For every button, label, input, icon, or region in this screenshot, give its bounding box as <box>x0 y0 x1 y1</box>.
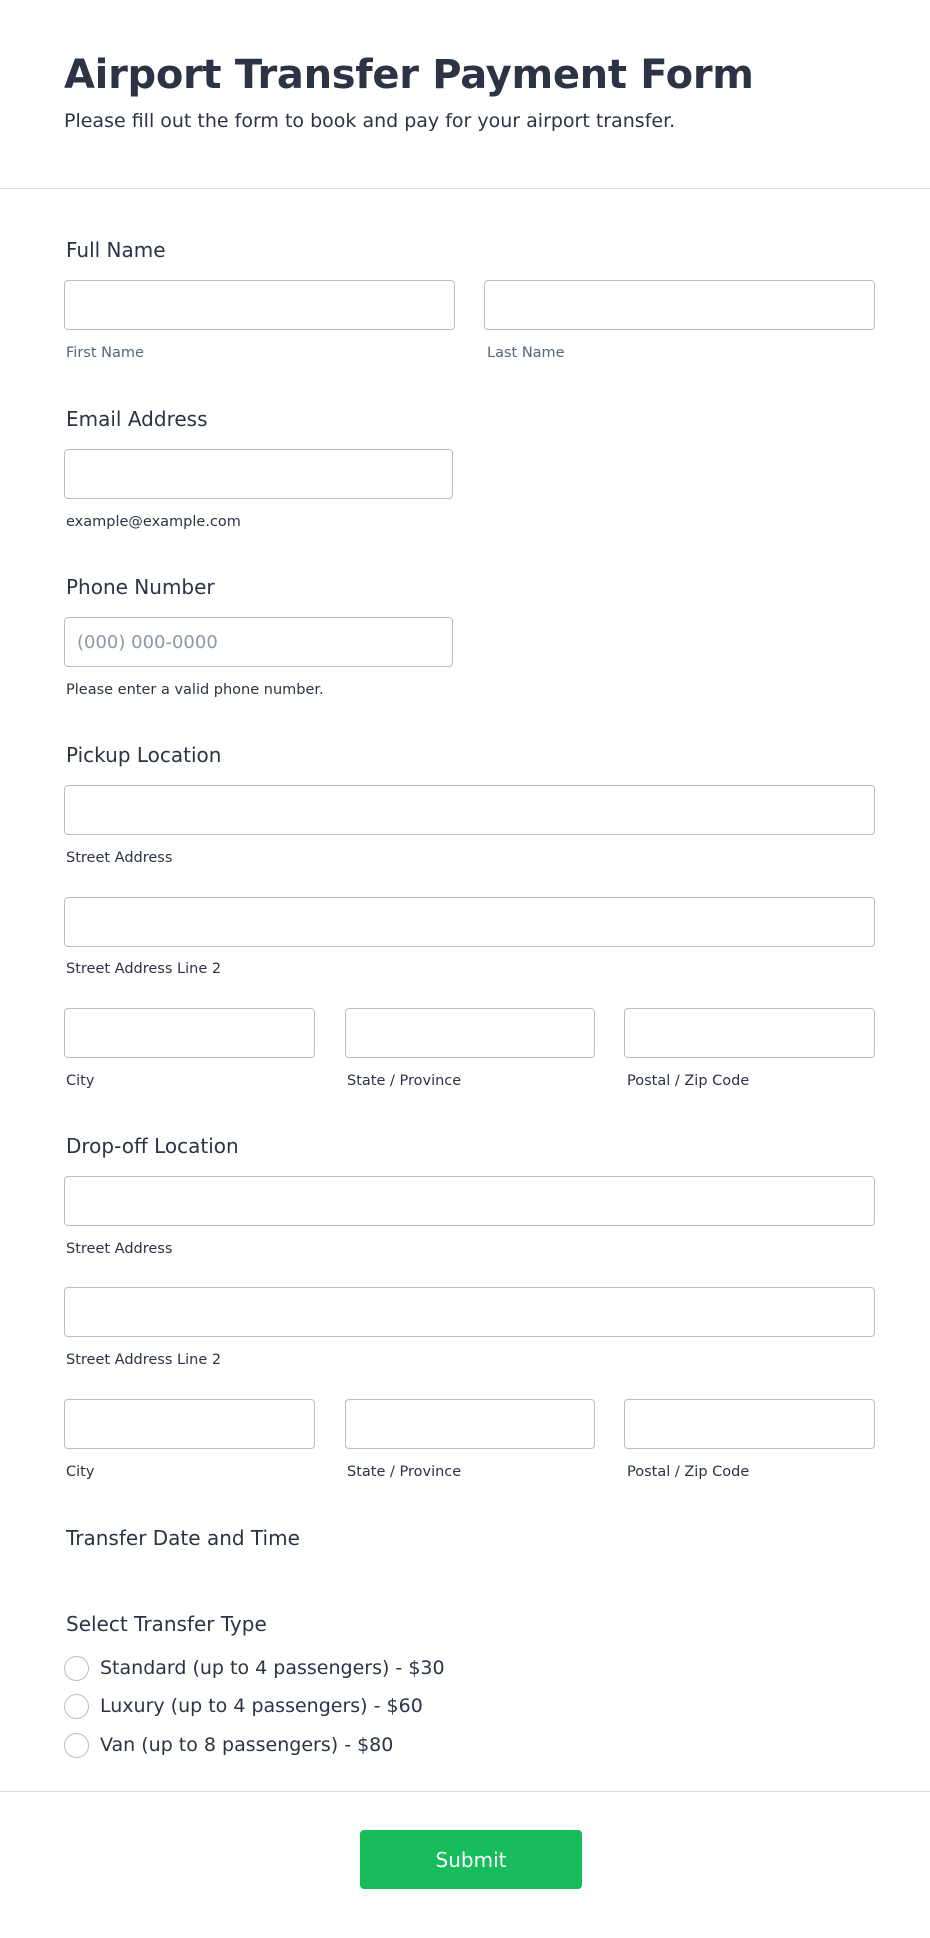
phone-field[interactable] <box>64 617 453 667</box>
form-header <box>0 0 930 189</box>
pickup-zip-input[interactable] <box>625 1009 874 1057</box>
phone-input[interactable] <box>65 618 452 666</box>
dropoff-street2-input[interactable] <box>65 1288 874 1336</box>
phone-sublabel: Please enter a valid phone number. <box>66 682 324 698</box>
dropoff-street2-sublabel: Street Address Line 2 <box>66 1352 222 1368</box>
email-field[interactable] <box>64 449 453 499</box>
radio-option-label: Luxury (up to 4 passengers) - $60 <box>100 1695 423 1717</box>
pickup-city-sublabel: City <box>66 1073 95 1089</box>
last-name-field[interactable] <box>484 280 875 330</box>
email-input[interactable] <box>65 450 452 498</box>
submit-button[interactable]: Submit <box>360 1830 582 1889</box>
pickup-street2-sublabel: Street Address Line 2 <box>66 961 222 977</box>
radio-button[interactable] <box>64 1733 89 1758</box>
pickup-state-field[interactable] <box>345 1008 595 1058</box>
pickup-street2-field[interactable] <box>64 897 875 947</box>
email-label: Email Address <box>66 407 208 431</box>
radio-option-label: Standard (up to 4 passengers) - $30 <box>100 1657 445 1679</box>
form-subtitle: Please fill out the form to book and pay for your airport transfer. <box>64 110 676 132</box>
dropoff-city-input[interactable] <box>65 1400 314 1448</box>
pickup-city-field[interactable] <box>64 1008 315 1058</box>
pickup-state-input[interactable] <box>346 1009 594 1057</box>
full-name-label: Full Name <box>66 238 166 262</box>
dropoff-city-field[interactable] <box>64 1399 315 1449</box>
transfer-type-label: Select Transfer Type <box>66 1612 267 1636</box>
pickup-street-field[interactable] <box>64 785 875 835</box>
pickup-zip-sublabel: Postal / Zip Code <box>627 1073 750 1089</box>
last-name-input[interactable] <box>485 281 874 329</box>
transfer-datetime-label: Transfer Date and Time <box>66 1526 300 1550</box>
phone-label: Phone Number <box>66 575 215 599</box>
radio-option-label: Van (up to 8 passengers) - $80 <box>100 1734 394 1756</box>
dropoff-street-sublabel: Street Address <box>66 1241 173 1257</box>
pickup-state-sublabel: State / Province <box>347 1073 462 1089</box>
radio-button[interactable] <box>64 1694 89 1719</box>
last-name-sublabel: Last Name <box>487 345 565 361</box>
radio-button[interactable] <box>64 1656 89 1681</box>
dropoff-zip-sublabel: Postal / Zip Code <box>627 1464 750 1480</box>
footer-divider <box>0 1791 930 1792</box>
pickup-street2-input[interactable] <box>65 898 874 946</box>
pickup-street-input[interactable] <box>65 786 874 834</box>
dropoff-state-field[interactable] <box>345 1399 595 1449</box>
dropoff-street-field[interactable] <box>64 1176 875 1226</box>
form-title: Airport Transfer Payment Form <box>64 52 754 98</box>
dropoff-street-input[interactable] <box>65 1177 874 1225</box>
pickup-street-sublabel: Street Address <box>66 850 173 866</box>
dropoff-location-label: Drop-off Location <box>66 1134 239 1158</box>
email-sublabel: example@example.com <box>66 514 241 530</box>
dropoff-state-input[interactable] <box>346 1400 594 1448</box>
radio-option-standard[interactable] <box>64 1653 445 1683</box>
dropoff-street2-field[interactable] <box>64 1287 875 1337</box>
first-name-field[interactable] <box>64 280 455 330</box>
dropoff-zip-field[interactable] <box>624 1399 875 1449</box>
first-name-sublabel: First Name <box>66 345 144 361</box>
dropoff-city-sublabel: City <box>66 1464 95 1480</box>
dropoff-state-sublabel: State / Province <box>347 1464 462 1480</box>
dropoff-zip-input[interactable] <box>625 1400 874 1448</box>
pickup-zip-field[interactable] <box>624 1008 875 1058</box>
first-name-input[interactable] <box>65 281 454 329</box>
radio-option-luxury[interactable] <box>64 1691 423 1721</box>
pickup-location-label: Pickup Location <box>66 743 222 767</box>
radio-option-van[interactable] <box>64 1730 393 1760</box>
pickup-city-input[interactable] <box>65 1009 314 1057</box>
